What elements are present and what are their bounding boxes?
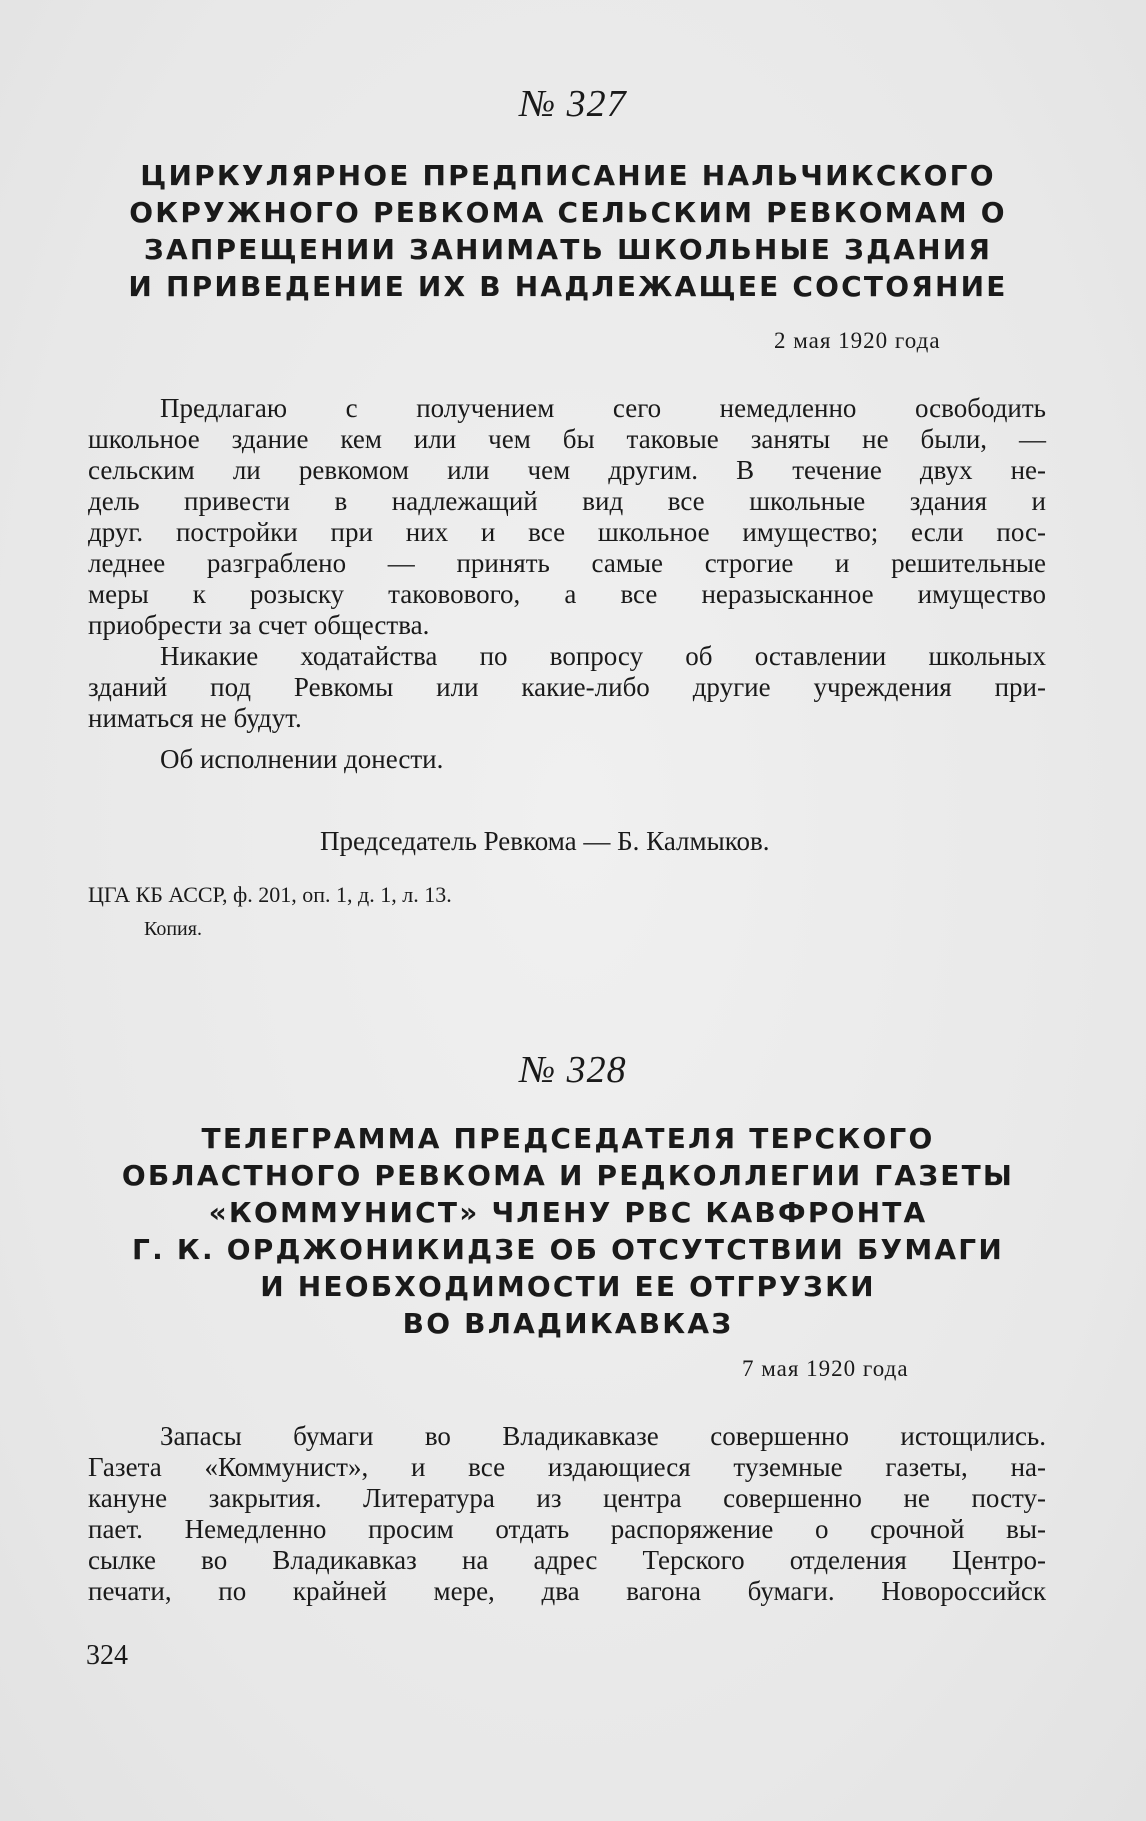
doc-327-source: ЦГА КБ АССР, ф. 201, оп. 1, д. 1, л. 13. [88,882,452,907]
body-line: Предлагаю с получением сего немедленно освободить [160,393,1046,423]
doc-327-body [88,393,1046,775]
doc-327-title-line: И ПРИВЕДЕНИЕ ИХ В НАДЛЕЖАЩЕЕ СОСТОЯНИЕ [128,270,1008,303]
doc-327-number: № 327 [519,83,627,125]
page-number: 324 [86,1640,128,1671]
body-line: друг. постройки при них и все школьное имущество; если пос- [88,517,1046,547]
doc-328-body [88,1421,1046,1607]
body-line: кануне закрытия. Литература из центра совершенно не посту- [88,1483,1046,1513]
doc-327-title [88,157,1048,305]
doc-327-signature: Председатель Ревкома — Б. Калмыков. [320,826,770,856]
doc-327-copy-note: Копия. [144,918,202,940]
body-line: приобрести за счет общества. [88,610,430,640]
doc-328-date: 7 мая 1920 года [742,1356,909,1381]
doc-328-title-line: «КОММУНИСТ» ЧЛЕНУ РВС КАВФРОНТА [208,1196,928,1229]
body-line: меры к розыску таковового, а все неразысканное имущество [88,579,1046,609]
doc-328-title-line: ТЕЛЕГРАММА ПРЕДСЕДАТЕЛЯ ТЕРСКОГО [201,1122,935,1155]
body-line: пает. Немедленно просим отдать распоряжение о срочной вы- [88,1514,1046,1544]
body-line: дель привести в надлежащий вид все школьные здания и [88,486,1046,516]
body-line: сылке во Владикавказ на адрес Терского отделения Центро- [88,1545,1046,1575]
doc-328-title-line: И НЕОБХОДИМОСТИ ЕЕ ОТГРУЗКИ [260,1270,876,1303]
doc-328-title-line: ВО ВЛАДИКАВКАЗ [402,1307,734,1340]
doc-327-title-line: ОКРУЖНОГО РЕВКОМА СЕЛЬСКИМ РЕВКОМАМ О [129,196,1007,229]
body-line: зданий под Ревкомы или какие-либо другие учреждения при- [88,672,1046,702]
body-line: ниматься не будут. [88,703,302,733]
doc-327-date: 2 мая 1920 года [774,328,941,353]
doc-328-title-line: ОБЛАСТНОГО РЕВКОМА И РЕДКОЛЛЕГИИ ГАЗЕТЫ [121,1159,1015,1192]
body-line: печати, по крайней мере, два вагона бумаги. Новороссийск [88,1576,1046,1606]
body-line: школьное здание кем или чем бы таковые заняты не были, — [88,424,1046,454]
doc-327-title-line: ЦИРКУЛЯРНОЕ ПРЕДПИСАНИЕ НАЛЬЧИКСКОГО [140,159,996,192]
doc-328-title-line: Г. К. ОРДЖОНИКИДЗЕ ОБ ОТСУТСТВИИ БУМАГИ [132,1233,1004,1266]
body-line: леднее разграблено — принять самые строгие и решительные [88,548,1046,578]
body-line: Газета «Коммунист», и все издающиеся туземные газеты, на- [88,1452,1046,1482]
body-line: Никакие ходатайства по вопросу об оставлении школьных [160,641,1046,671]
body-line: Запасы бумаги во Владикавказе совершенно истощились. [160,1421,1046,1451]
doc-328-title [88,1120,1048,1342]
doc-328-number: № 328 [519,1049,627,1091]
body-line: сельским ли ревкомом или чем другим. В течение двух не- [88,455,1046,485]
doc-327-title-line: ЗАПРЕЩЕНИИ ЗАНИМАТЬ ШКОЛЬНЫЕ ЗДАНИЯ [143,233,993,266]
body-line: Об исполнении донести. [160,744,444,774]
